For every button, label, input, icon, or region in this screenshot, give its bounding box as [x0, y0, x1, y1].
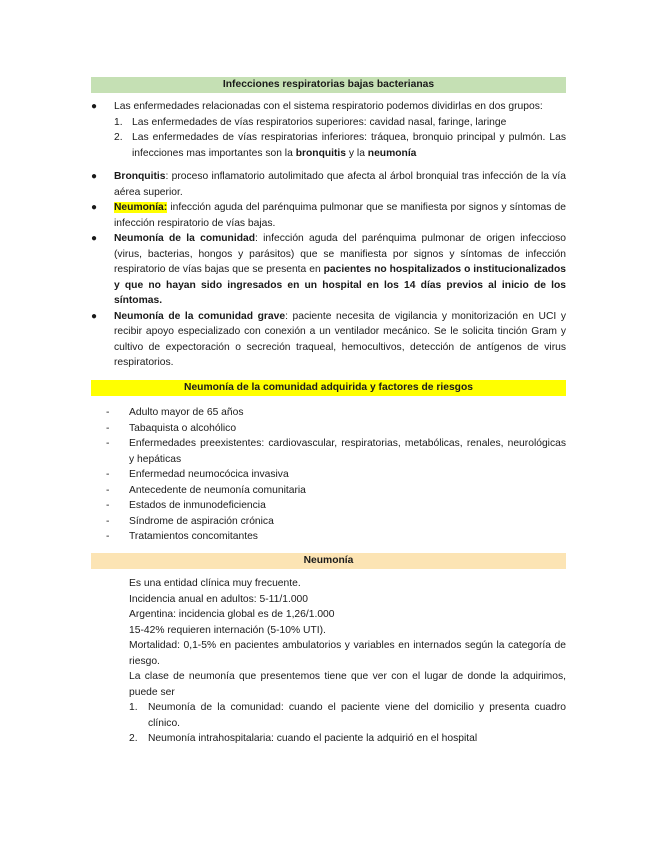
paragraph-line: Mortalidad: 0,1-5% en pacientes ambulatorios y variables en internados según la categoría de riesgo. [129, 640, 566, 667]
list-item [91, 231, 566, 309]
definition-neumonia [114, 200, 566, 231]
sublist-item [91, 115, 566, 131]
group-text-part: y la [346, 147, 368, 159]
group-text [132, 130, 566, 161]
risk-factor: Enfermedad neumocócica invasiva [129, 469, 289, 480]
list-item [91, 99, 566, 115]
term: Neumonía de la comunidad [114, 233, 256, 244]
list-item [91, 200, 566, 231]
risk-factor: Enfermedades preexistentes: cardiovascular, respiratorias, metabólicas, renales, neurológicas y hepáticas [129, 438, 566, 465]
sublist-item [91, 130, 566, 161]
pneumonia-type: Neumonía intrahospitalaria: cuando el paciente la adquirió en el hospital [148, 733, 478, 744]
definition: infección aguda del parénquima pulmonar que se manifiesta por signos y síntomas de infección respiratorio de vías bajas. [114, 202, 566, 229]
definition: : infección aguda del parénquima pulmonar de origen infeccioso (virus, bacterias, hongos y parásitos) que se manifiesta por signos y síntomas de infección respiratorio de vías bajas que se presenta en [114, 233, 566, 275]
risk-factor: Tratamientos concomitantes [129, 531, 258, 542]
list-item: - Adulto mayor de 65 años [91, 405, 566, 421]
group-bold-term: neumonía [367, 147, 417, 159]
definition: : paciente necesita de vigilancia y monitorización en UCI y recibir apoyo especializado con conexión a un ventilador mecánico. Se le solicita tinción Gram y cultivo de expectoración o secreción traqueal, hemocultivos, detección de antígenos de virus respiratorios. [114, 310, 567, 368]
risk-factor: Tabaquista o alcohólico [129, 422, 237, 434]
list-item: - Enfermedades preexistentes: cardiovascular, respiratorias, metabólicas, renales, neurológicas y hepáticas [91, 436, 566, 467]
paragraph-line: Incidencia anual en adultos: 5-11/1.000 [129, 593, 308, 605]
risk-factor: Síndrome de aspiración crónica [129, 515, 274, 527]
risk-factor: Antecedente de neumonía comunitaria [129, 484, 306, 496]
list-item: - Antecedente de neumonía comunitaria [91, 483, 566, 499]
paragraph-line: 15-42% requieren internación (5-10% UTI). [129, 624, 326, 636]
risk-factor: Estados de inmunodeficiencia [129, 500, 266, 511]
term: Neumonía de la comunidad grave [114, 310, 286, 322]
bullet-icon: ● [91, 310, 98, 322]
bullet-icon: ● [91, 202, 98, 213]
definition-comunidad [114, 231, 566, 309]
list-number: 2. [114, 132, 123, 143]
term: Bronquitis [114, 171, 166, 182]
list-number: 1. [114, 116, 123, 128]
list-item: - Síndrome de aspiración crónica [91, 514, 566, 530]
pneumonia-type: Neumonía de la comunidad: cuando el paciente viene del domicilio y presenta cuadro clínico. [148, 702, 566, 729]
group-text: Las enfermedades de vías respiratorios superiores: cavidad nasal, faringe, laringe [132, 116, 507, 128]
intro-text: Las enfermedades relacionadas con el sistema respiratorio podemos dividirlas en dos grupos: [114, 101, 543, 112]
section-heading-factores: Neumonía de la comunidad adquirida y factores de riesgos [91, 380, 566, 396]
list-item [91, 731, 566, 747]
definition-bronquitis [114, 169, 566, 200]
paragraph-line: Es una entidad clínica muy frecuente. [129, 578, 301, 589]
highlighted-term: Neumonía: [114, 202, 168, 213]
list-item: - Enfermedad neumocócica invasiva [91, 467, 566, 483]
bold-text: pacientes no hospitalizados o institucionalizados y que no hayan sido ingresados en un hospital en los 14 días previos al inicio de los síntomas. [114, 264, 566, 306]
list-item [91, 169, 566, 200]
list-item: - Estados de inmunodeficiencia [91, 498, 566, 514]
section-heading-neumonia: Neumonía [91, 553, 566, 569]
section-heading-infecciones: Infecciones respiratorias bajas bacterianas [91, 77, 566, 93]
bullet-icon: ● [91, 101, 98, 112]
list-item: - Tratamientos concomitantes [91, 529, 566, 545]
list-number: 1. [129, 702, 138, 713]
list-item [91, 309, 566, 371]
definition: : proceso inflamatorio autolimitado que afecta al árbol bronquial tras infección de la vía aérea superior. [114, 171, 566, 198]
risk-factor: Adulto mayor de 65 años [129, 407, 244, 418]
bullet-icon: ● [91, 233, 98, 244]
paragraph-line: La clase de neumonía que presentemos tiene que ver con el lugar de donde la adquirimos, puede ser [129, 671, 566, 698]
bullet-icon: ● [91, 171, 98, 182]
group-bold-term: bronquitis [295, 147, 347, 159]
definition-grave [114, 309, 566, 371]
list-number: 2. [129, 733, 138, 744]
list-item [91, 700, 566, 731]
paragraph-line: Argentina: incidencia global es de 1,26/1.000 [129, 609, 335, 620]
section-factores-body [91, 405, 566, 545]
group-text-part: Las enfermedades de vías respiratorias inferiores: tráquea, bronquio principal y pulmón. Las infecciones mas importantes son la [132, 132, 566, 159]
section-infecciones-body [91, 99, 566, 371]
section-neumonia-body [91, 576, 566, 747]
list-item: - Tabaquista o alcohólico [91, 421, 566, 437]
